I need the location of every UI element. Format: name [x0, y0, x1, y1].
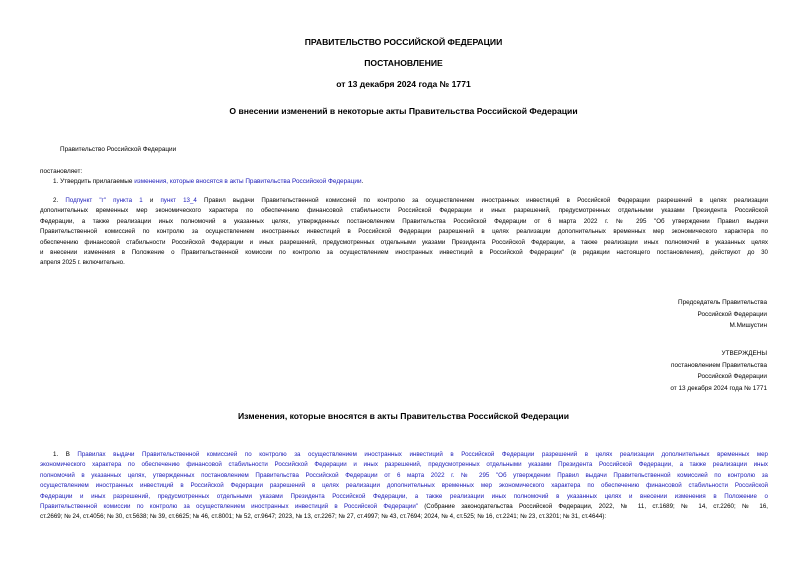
document-type: ПОСТАНОВЛЕНИЕ: [364, 58, 443, 68]
approval-date-number: от 13 декабря 2024 года № 1771: [670, 384, 767, 392]
item-1-suffix: .: [361, 178, 364, 185]
changes-title: Изменения, которые вносятся в акты Правительства Российской Федерации: [237, 411, 569, 421]
changes-line: 1. В Правилах выдачи Правительственной комиссией по контролю за осуществлением иностранных инвестиций в Российской Федерации разрешений в целях реализации дополнительных временных мер: [53, 451, 768, 458]
approval-country: Российской Федерации: [697, 373, 767, 381]
item-2-link-subpoint[interactable]: Подпункт "г" пункта 1: [65, 197, 143, 204]
item-2-line: Правительственной комиссией по контролю за осуществлением иностранных инвестиций в Российской Федерации разрешений в целях реализации дополнительных временных мер экономического характера по: [40, 228, 768, 236]
approval-by: постановлением Правительства: [671, 361, 767, 369]
changes-line[interactable]: Федерации и иных разрешений, предусмотренных отдельными указами Президента Российской Федерации, а также реализации иных полномочий в указанных целях и внесении изменения в Положение о: [40, 492, 768, 500]
document-date-number: от 13 декабря 2024 года № 1771: [336, 79, 471, 89]
changes-line: ст.2669; № 24, ст.4056; № 30, ст.5638; № 39, ст.6625; № 46, ст.8001; № 52, ст.9647; 2023, № 13, ст.2267; № 27, ст.4997; № 43, ст.7694; 2024, № 4, ст.525; № 16, ст.2241; № 23, ст.3201; № 31, ст.4644):: [40, 513, 607, 521]
issuer-text: Правительство Российской Федерации: [60, 146, 177, 153]
item-2-line: Федерации, а также реализации иных полномочий в указанных целях, утвержденных постановлением Правительства Российской Федерации от 6 марта 2022 г. № 295 "Об утверждении Правил выдачи: [40, 217, 768, 225]
changes-line: Правительственной комиссии по контролю за осуществлением иностранных инвестиций в Российской Федерации" (Собрание законодательства Российской Федерации, 2022, № 11, ст.1689; № 14, ст.2260; № 16,: [40, 503, 768, 511]
item-2-line: обеспечению финансовой стабильности Российской Федерации и иных разрешений, предусмотренных отдельными указами Президента Российской Федерации, а также реализации иных полномочий в указанных целях: [40, 238, 768, 246]
item-2-line: дополнительных временных мер экономического характера по обеспечению финансовой стабильности Российской Федерации и иных разрешений, предусмотренных отдельными указами Президента Российской: [40, 207, 768, 215]
signature-name: М.Мишустин: [729, 322, 767, 330]
item-2-line: и внесении изменения в Положение о Правительственной комиссии по контролю за осуществлением иностранных инвестиций в Российской Федерации" (в редакции настоящего постановления), действуют до 30: [40, 249, 768, 257]
approval-label: УТВЕРЖДЕНЫ: [721, 350, 767, 357]
changes-link-rules[interactable]: Правилах выдачи Правительственной комиссией по контролю за осуществлением иностранных инвестиций в Российской Федерации разрешений в целях реализации дополнительных временных мер: [77, 451, 768, 458]
approval-block: [670, 348, 767, 394]
item-1-prefix: 1. Утвердить прилагаемые: [53, 178, 135, 185]
changes-line[interactable]: экономического характера по обеспечению финансовой стабильности Российской Федерации и иных разрешений, предусмотренных отдельными указами Президента Российской Федерации, а также реализации иных: [40, 461, 768, 469]
item-2-line: апреля 2025 г. включительно.: [40, 259, 125, 267]
item-2-link-point[interactable]: пункт 13_4: [160, 197, 197, 204]
item-2-line: 2. Подпункт "г" пункта 1 и пункт 13_4 Правил выдачи Правительственной комиссией по контролю за осуществлением иностранных инвестиций в Российской Федерации разрешений в целях реализации: [53, 197, 768, 204]
changes-line[interactable]: осуществлением иностранных инвестиций в Российской Федерации разрешений в целях реализации дополнительных временных мер экономического характера по обеспечению финансовой стабильности Российской: [40, 482, 768, 490]
item-2-paragraph: [40, 196, 768, 269]
signature-position: Председатель Правительства: [678, 299, 767, 306]
changes-paragraph: [40, 450, 768, 523]
item-1: [53, 176, 363, 188]
resolves-text: постановляет:: [40, 168, 83, 175]
document-title: О внесении изменений в некоторые акты Правительства Российской Федерации: [229, 106, 578, 116]
changes-line[interactable]: полномочий в указанных целях, утвержденных постановлением Правительства Российской Федерации от 6 марта 2022 г. № 295 "Об утверждении Правил выдачи Правительственной комиссией по контролю за: [40, 471, 768, 479]
signature-block: [678, 297, 767, 332]
government-heading: ПРАВИТЕЛЬСТВО РОССИЙСКОЙ ФЕДЕРАЦИИ: [304, 37, 503, 47]
signature-country: Российской Федерации: [697, 310, 767, 318]
item-1-link[interactable]: изменения, которые вносятся в акты Правительства Российской Федерации: [134, 178, 362, 185]
